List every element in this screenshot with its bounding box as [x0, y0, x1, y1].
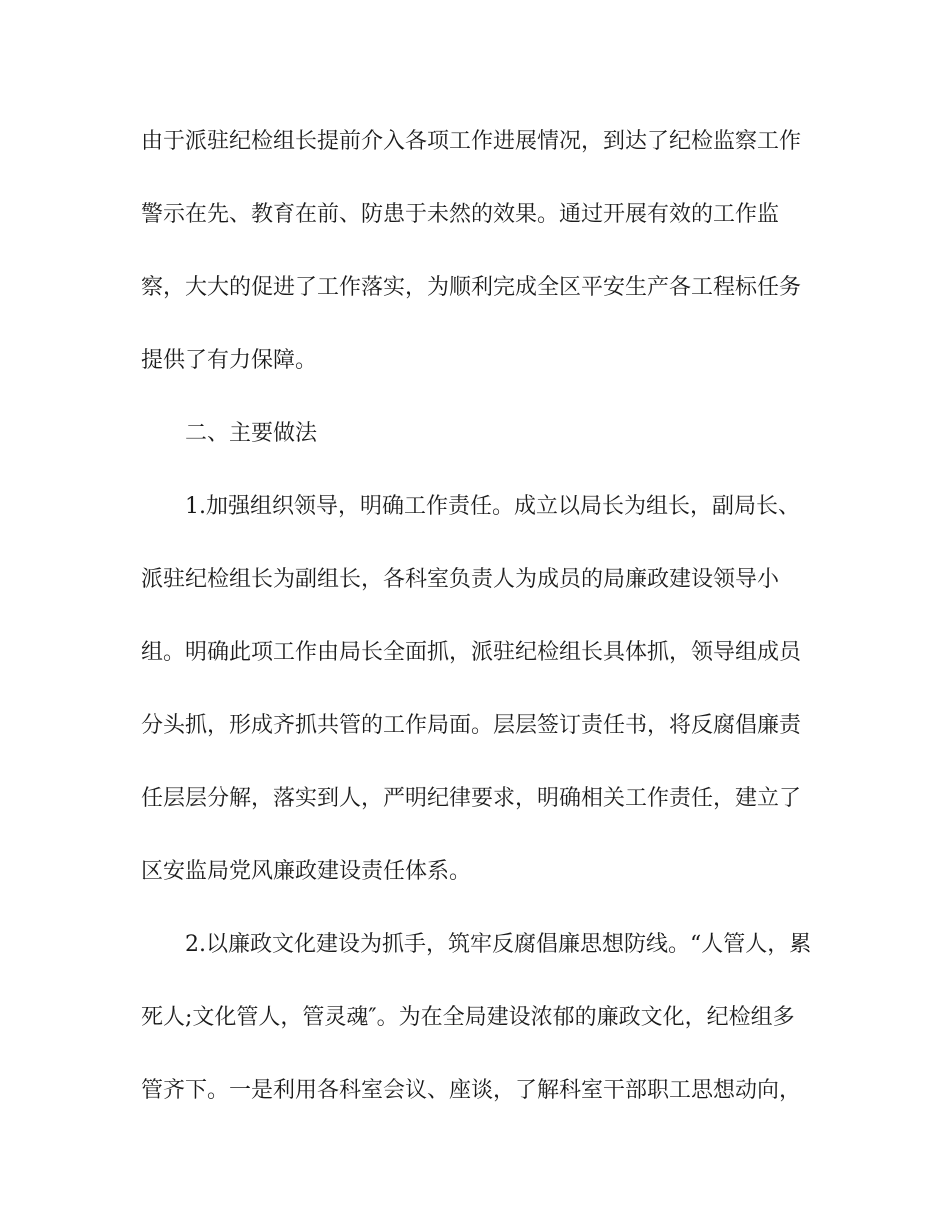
paragraph-line: 分头抓，形成齐抓共管的工作局面。层层签订责任书，将反腐倡廉责 — [141, 713, 802, 738]
paragraph-line: 2.以廉政文化建设为抓手，筑牢反腐倡廉思想防线。“人管人，累 — [185, 932, 812, 957]
paragraph-line: 区安监局党风廉政建设责任体系。 — [141, 859, 472, 884]
paragraph-line: 组。明确此项工作由局长全面抓，派驻纪检组长具体抓，领导组成员 — [141, 640, 802, 665]
paragraph-line: 管齐下。一是利用各科室会议、座谈，了解科室干部职工思想动向， — [141, 1078, 802, 1103]
paragraph-line: 由于派驻纪检组长提前介入各项工作进展情况，到达了纪检监察工作 — [141, 129, 802, 154]
paragraph-line: 警示在先、教育在前、防患于未然的效果。通过开展有效的工作监 — [141, 202, 780, 227]
paragraph-line: 提供了有力保障。 — [141, 348, 318, 373]
paragraph-line: 死人;文化管人，管灵魂″。为在全局建设浓郁的廉政文化，纪检组多 — [141, 1005, 795, 1030]
paragraph-line: 察，大大的促进了工作落实，为顺利完成全区平安生产各工程标任务 — [141, 275, 802, 300]
paragraph-line: 1.加强组织领导，明确工作责任。成立以局长为组长，副局长、 — [185, 494, 800, 519]
paragraph-line: 派驻纪检组长为副组长，各科室负责人为成员的局廉政建设领导小 — [141, 567, 780, 592]
paragraph-line: 任层层分解，落实到人，严明纪律要求，明确相关工作责任，建立了 — [141, 786, 802, 811]
section-heading: 二、主要做法 — [185, 421, 318, 446]
